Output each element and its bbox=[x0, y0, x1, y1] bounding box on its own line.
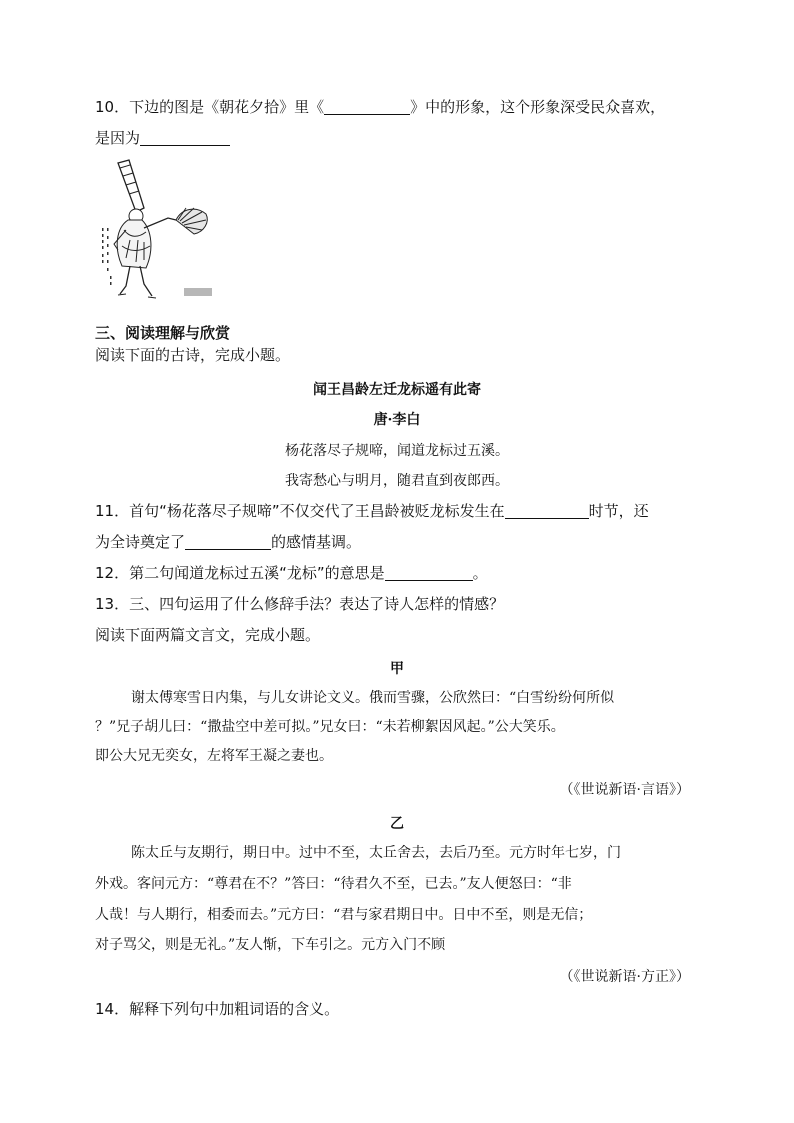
yi-line-2: 外戏。客问元方：“尊君在不？”答曰：“待君久不至，已去。”友人便怒曰：“非 bbox=[95, 876, 572, 892]
q12-text-a: 12．第二句闻道龙标过五溪“龙标”的意思是 bbox=[95, 564, 385, 582]
section-intro: 阅读下面的古诗，完成小题。 bbox=[95, 346, 291, 364]
jia-source: （《世说新语·言语》） bbox=[559, 782, 690, 798]
poem-line-1: 杨花落尽子规啼，闻道龙标过五溪。 bbox=[285, 443, 509, 459]
q10-text-a: 10．下边的图是《朝花夕拾》里《 bbox=[95, 98, 325, 116]
poem-line-2: 我寄愁心与明月，随君直到夜郎西。 bbox=[285, 473, 509, 489]
q10-text-c: 是因为 bbox=[95, 129, 141, 147]
q11-line1 bbox=[95, 501, 649, 521]
answer-blank[interactable] bbox=[505, 502, 589, 519]
text-jia-label: 甲 bbox=[390, 661, 404, 677]
answer-blank[interactable] bbox=[324, 98, 410, 115]
q14-line: 14．解释下列句中加粗词语的含义。 bbox=[95, 1000, 340, 1018]
figure-drawing bbox=[96, 158, 221, 306]
text-yi-label: 乙 bbox=[390, 816, 404, 832]
yi-line-4: 对子骂父，则是无礼。”友人惭，下车引之。元方入门不顾 bbox=[95, 937, 446, 953]
poem-title: 闻王昌龄左迁龙标遥有此寄 bbox=[313, 382, 481, 398]
woodcut-figure-illustration bbox=[96, 158, 221, 306]
jia-line-2: ？”兄子胡儿曰：“撒盐空中差可拟。”兄女曰：“未若柳絮因风起。”公大笑乐。 bbox=[95, 719, 565, 735]
jia-line-3: 即公大兄无奕女，左将军王凝之妻也。 bbox=[95, 748, 333, 764]
jia-line-1: 谢太傅寒雪日内集，与儿女讲论文义。俄而雪骤，公欣然曰：“白雪纷纷何所似 bbox=[131, 690, 615, 706]
answer-blank[interactable] bbox=[385, 564, 473, 581]
q12-text-b: 。 bbox=[472, 564, 488, 582]
classical-intro: 阅读下面两篇文言文，完成小题。 bbox=[95, 626, 321, 644]
yi-line-3: 人哉！与人期行，相委而去。”元方曰：“君与家君期日中。日中不至，则是无信； bbox=[95, 907, 593, 923]
q12-line bbox=[95, 563, 488, 583]
section-heading: 三、阅读理解与欣赏 bbox=[95, 324, 231, 342]
q13-line: 13．三、四句运用了什么修辞手法？表达了诗人怎样的情感？ bbox=[95, 595, 505, 613]
answer-blank[interactable] bbox=[140, 129, 230, 146]
yi-source: （《世说新语·方正》） bbox=[559, 969, 690, 985]
q11-text-a: 11．首句“杨花落尽子规啼”不仅交代了王昌龄被贬龙标发生在 bbox=[95, 502, 505, 520]
q11-line2 bbox=[95, 532, 361, 552]
q11-text-d: 的感情基调。 bbox=[271, 533, 362, 551]
q11-text-b: 时节，还 bbox=[588, 502, 649, 520]
yi-line-1: 陈太丘与友期行，期日中。过中不至，太丘舍去，去后乃至。元方时年七岁，门 bbox=[131, 845, 621, 861]
q10-line1 bbox=[95, 97, 665, 117]
q10-line2 bbox=[95, 128, 230, 148]
poem-author: 唐·李白 bbox=[373, 412, 421, 428]
q11-text-c: 为全诗奠定了 bbox=[95, 533, 186, 551]
q10-text-b: 》中的形象，这个形象深受民众喜欢， bbox=[410, 98, 666, 116]
answer-blank[interactable] bbox=[185, 533, 271, 550]
